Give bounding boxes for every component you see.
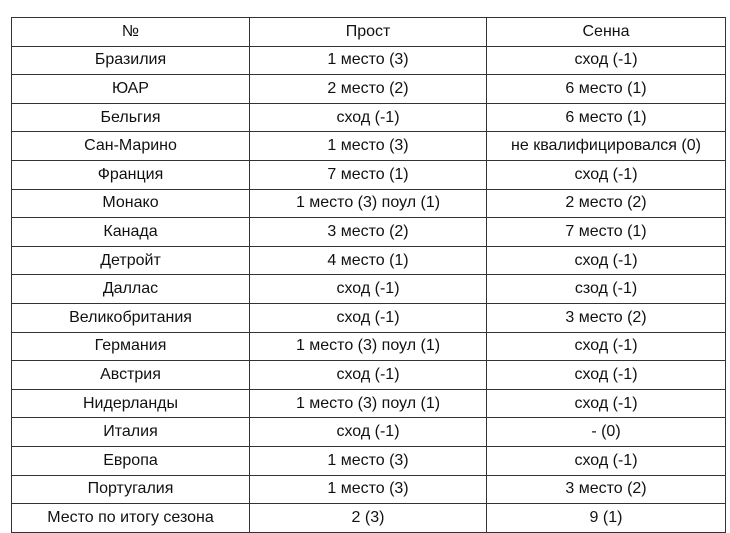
cell-race: Германия: [12, 332, 250, 361]
table-row: [12, 189, 726, 218]
cell-senna: сход (-1): [487, 446, 726, 475]
cell-race: Австрия: [12, 361, 250, 390]
cell-prost: 1 место (3) поул (1): [250, 189, 487, 218]
table-row: [12, 160, 726, 189]
cell-senna: сход (-1): [487, 361, 726, 390]
cell-race: Детройт: [12, 246, 250, 275]
table-row-season-total: [12, 504, 726, 533]
table-row: [12, 132, 726, 161]
cell-prost: 3 место (2): [250, 218, 487, 247]
cell-prost: 4 место (1): [250, 246, 487, 275]
cell-senna: 3 место (2): [487, 475, 726, 504]
cell-prost: 1 место (3): [250, 475, 487, 504]
cell-race: Сан-Марино: [12, 132, 250, 161]
cell-senna: сход (-1): [487, 246, 726, 275]
cell-race: Италия: [12, 418, 250, 447]
cell-prost: 1 место (3) поул (1): [250, 389, 487, 418]
table-row: [12, 246, 726, 275]
cell-race: Место по итогу сезона: [12, 504, 250, 533]
header-senna: Сенна: [487, 18, 726, 47]
cell-race: Монако: [12, 189, 250, 218]
cell-senna: 3 место (2): [487, 303, 726, 332]
cell-prost: 1 место (3) поул (1): [250, 332, 487, 361]
table-row: [12, 475, 726, 504]
table-row: [12, 303, 726, 332]
cell-senna: сход (-1): [487, 389, 726, 418]
cell-senna: сзод (-1): [487, 275, 726, 304]
cell-senna: 6 место (1): [487, 103, 726, 132]
table-row: [12, 361, 726, 390]
table-row: [12, 218, 726, 247]
cell-prost: 1 место (3): [250, 132, 487, 161]
cell-senna: 7 место (1): [487, 218, 726, 247]
cell-race: Нидерланды: [12, 389, 250, 418]
cell-prost: 2 место (2): [250, 75, 487, 104]
cell-senna: - (0): [487, 418, 726, 447]
cell-prost: сход (-1): [250, 303, 487, 332]
cell-race: Бельгия: [12, 103, 250, 132]
table-row: [12, 389, 726, 418]
cell-prost: сход (-1): [250, 418, 487, 447]
cell-prost: 1 место (3): [250, 446, 487, 475]
cell-senna: 6 место (1): [487, 75, 726, 104]
cell-senna: сход (-1): [487, 160, 726, 189]
results-table: [11, 17, 726, 533]
cell-race: ЮАР: [12, 75, 250, 104]
cell-prost: 2 (3): [250, 504, 487, 533]
header-number: №: [12, 18, 250, 47]
cell-senna: 2 место (2): [487, 189, 726, 218]
cell-race: Португалия: [12, 475, 250, 504]
cell-race: Бразилия: [12, 46, 250, 75]
cell-race: Европа: [12, 446, 250, 475]
header-prost: Прост: [250, 18, 487, 47]
table-row: [12, 446, 726, 475]
cell-senna: сход (-1): [487, 332, 726, 361]
cell-senna: 9 (1): [487, 504, 726, 533]
cell-prost: сход (-1): [250, 361, 487, 390]
cell-prost: сход (-1): [250, 103, 487, 132]
table-row: [12, 332, 726, 361]
cell-race: Великобритания: [12, 303, 250, 332]
cell-race: Канада: [12, 218, 250, 247]
cell-prost: сход (-1): [250, 275, 487, 304]
cell-senna: не квалифицировался (0): [487, 132, 726, 161]
cell-prost: 7 место (1): [250, 160, 487, 189]
cell-prost: 1 место (3): [250, 46, 487, 75]
cell-race: Франция: [12, 160, 250, 189]
table-row: [12, 418, 726, 447]
cell-race: Даллас: [12, 275, 250, 304]
table-row: [12, 103, 726, 132]
table-row: [12, 275, 726, 304]
table-row: [12, 46, 726, 75]
table-row: [12, 75, 726, 104]
table-header-row: [12, 18, 726, 47]
cell-senna: сход (-1): [487, 46, 726, 75]
